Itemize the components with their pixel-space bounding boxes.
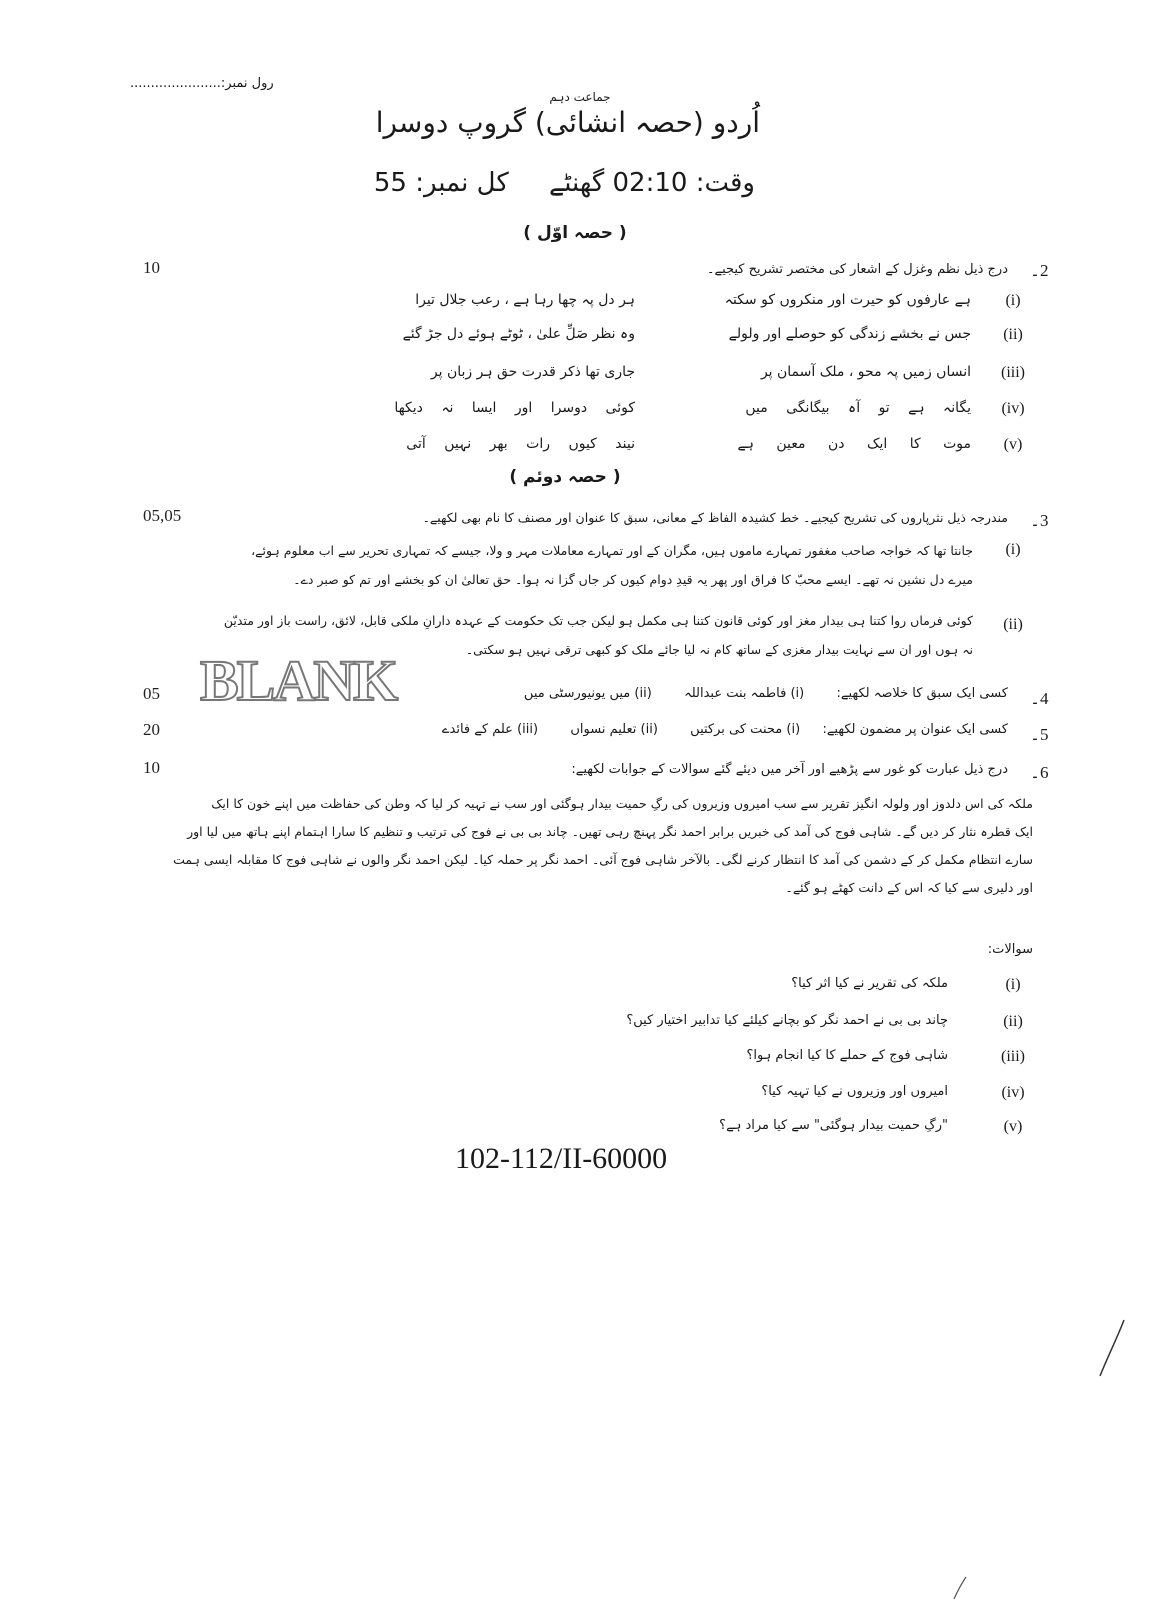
- verse-second-line: وہ نظر صَلِّ علیٰ ، ٹوٹے ہوئے دل جڑ گئے: [402, 326, 635, 342]
- verse-first-line: یگانہ ہے تو آہ بیگانگی میں: [745, 400, 971, 416]
- time-marks-line: [373, 168, 755, 198]
- blank-stamp: BLANK: [200, 648, 397, 713]
- q2-instruction: درج ذیل نظم وغزل کے اشعار کی مختصر تشریح کیجیے۔: [706, 262, 1008, 277]
- verse-first-line: ہے عارفوں کو حیرت اور منکروں کو سکتہ: [724, 292, 971, 308]
- question-label: (v): [1003, 1118, 1023, 1135]
- q5-number: 5۔: [1030, 725, 1049, 744]
- page-title: اُردو (حصہ انشائی) گروپ دوسرا: [375, 106, 760, 139]
- option-text: تعلیم نسواں: [570, 722, 637, 737]
- section-heading-part2: ( حصہ دوئم ): [509, 467, 621, 487]
- time-allowed: وقت: 02:10 گھنٹے: [548, 168, 755, 198]
- roll-number-dots: ......................: [130, 76, 221, 91]
- question-text: ملکہ کی تقریر نے کیا اثر کیا؟: [791, 976, 948, 991]
- option-label: (ii): [640, 722, 658, 737]
- verse-second-line: ہر دل پہ چھا رہا ہے ، رعب جلال تیرا: [415, 292, 635, 308]
- total-marks: کل نمبر: 55: [373, 168, 509, 198]
- q6-number: 6۔: [1030, 763, 1049, 782]
- class-label: جماعت دہم: [549, 90, 611, 104]
- q5-instruction: کسی ایک عنوان پر مضمون لکھیے:: [822, 722, 1008, 737]
- question-text: "رگِ حمیت بیدار ہوگئی" سے کیا مراد ہے؟: [719, 1118, 948, 1133]
- verse-label: (i): [1005, 292, 1021, 309]
- option-text: فاطمہ بنت عبداللہ: [684, 686, 787, 701]
- passage-line: کوئی فرماں روا کتنا ہی بیدار مغز اور کوئی قانون کتنا ہی مکمل ہو لیکن جب تک حکومت کے عہدہ دارانِ ملکی قابل، لائق، راست باز اور متدیّن: [223, 613, 973, 628]
- paper-code: 102-112/II-60000: [455, 1142, 668, 1175]
- question-text: امیروں اور وزیروں نے کیا تہیہ کیا؟: [761, 1084, 948, 1099]
- verse-first-line: موت کا ایک دن معین ہے: [737, 436, 971, 452]
- roll-number-field: [130, 76, 274, 91]
- q6-passage: [163, 790, 1033, 902]
- option-label: (iii): [517, 722, 539, 737]
- option-text: میں یونیورسٹی میں: [523, 686, 631, 701]
- passage-line: اور دلیری سے کیا کہ اس کے دانت کھٹے ہو گئے۔: [785, 880, 1033, 895]
- question-label: (iii): [1001, 1048, 1025, 1065]
- q4-marks: 05: [143, 684, 160, 703]
- passage-line: سارے انتظام مکمل کر کے دشمن کی آمد کا انتظار کرنے لگی۔ بالآخر شاہی فوج آئی۔ احمد نگر پر حملہ کیا۔ لیکن احمد نگر والوں نے شاہی فوج کا مقابلہ ایسی ہمت: [173, 852, 1033, 867]
- option-label: (i): [790, 686, 805, 701]
- q2-number: 2۔: [1030, 261, 1049, 280]
- passage-line: ملکہ کی اس دلدوز اور ولولہ انگیز تقریر سے سب امیروں وزیروں کی رگِ حمیت بیدار ہوگئی اور سب نے تہیہ کر لیا کہ وطن کی حفاظت میں اپنے خون کا ایک: [211, 796, 1033, 811]
- passage-line: میرے دل نشین نہ تھے۔ ایسے محبّ کا فراق اور پھر یہ قیدِ دوام کیوں کر جاں گزا نہ ہوا۔ حق تعالیٰ ان کو بخشے اور تم کو صبر دے۔: [293, 572, 973, 587]
- verse-second-line: نیند کیوں رات بھر نہیں آتی: [406, 436, 635, 452]
- section-heading-part1: ( حصہ اوّل ): [523, 223, 627, 243]
- q3-instruction: مندرجہ ذیل نثرپاروں کی تشریح کیجیے۔ خط کشیدہ الفاظ کے معانی، سبق کا عنوان اور مصنف کا نام بھی لکھیے۔: [422, 510, 1008, 525]
- verse-first-line: جس نے بخشے زندگی کو حوصلے اور ولولے: [728, 326, 971, 342]
- verse-label: (ii): [1003, 326, 1023, 343]
- verse-first-line: انساں زمیں پہ محو ، ملک آسمان پر: [760, 364, 971, 380]
- question-label: (i): [1005, 976, 1021, 993]
- q5-marks: 20: [143, 720, 160, 739]
- q3-passage-1: [173, 536, 973, 594]
- q4-line: [524, 686, 1008, 701]
- verse-label: (v): [1003, 436, 1023, 453]
- q2-marks: 10: [143, 258, 160, 277]
- questions-label: سوالات:: [987, 942, 1033, 957]
- option-text: محنت کی برکتیں: [690, 722, 783, 737]
- q5-line: [442, 722, 1008, 737]
- passage-label: (i): [1005, 541, 1021, 558]
- roll-number-label: رول نمبر:: [220, 76, 274, 91]
- pen-mark-icon: [950, 1575, 970, 1600]
- passage-label: (ii): [1003, 616, 1023, 633]
- verse-label: (iii): [1001, 364, 1025, 381]
- question-label: (iv): [1001, 1084, 1025, 1101]
- verse-second-line: کوئی دوسرا اور ایسا نہ دیکھا: [394, 400, 635, 416]
- verse-second-line: جاری تھا ذکر قدرت حق ہر زبان پر: [430, 364, 635, 380]
- question-text: شاہی فوج کے حملے کا کیا انجام ہوا؟: [746, 1048, 948, 1063]
- q4-instruction: کسی ایک سبق کا خلاصہ لکھیے:: [836, 686, 1008, 701]
- option-label: (ii): [634, 686, 652, 701]
- option-text: علم کے فائدے: [441, 722, 513, 737]
- pen-mark-icon: [1098, 1318, 1128, 1378]
- q3-marks: 05,05: [143, 506, 182, 525]
- passage-line: ایک قطرہ نثار کر دیں گے۔ شاہی فوج کی آمد کی خبریں برابر احمد نگر پہنچ رہی تھیں۔ چاند بی بی نے فوج کی ترتیب و تنظیم کا سارا اہتمام اپنے ہاتھ میں لیا اور: [187, 824, 1033, 839]
- passage-line: نہ ہوں اور ان سے نہایت بیدار مغزی کے ساتھ کام نہ لیا جائے ملک کو کبھی ترقی نہیں ہو سکتی۔: [465, 642, 973, 657]
- q6-instruction: درج ذیل عبارت کو غور سے پڑھیے اور آخر میں دیئے گئے سوالات کے جوابات لکھیے:: [571, 762, 1008, 777]
- question-label: (ii): [1003, 1013, 1023, 1030]
- question-text: چاند بی بی نے احمد نگر کو بچانے کیلئے کیا تدابیر اختیار کیں؟: [626, 1013, 948, 1028]
- passage-line: جانتا تھا کہ خواجہ صاحب مغفور تمہارے ماموں ہیں، مگران کے اور تمہارے معاملات مہر و ولا، جیسے کہ تمہاری تحریر سے اب معلوم ہوئے،: [251, 543, 973, 558]
- q6-marks: 10: [143, 758, 160, 777]
- option-label: (i): [786, 722, 801, 737]
- q4-number: 4۔: [1030, 689, 1049, 708]
- q3-number: 3۔: [1030, 511, 1049, 530]
- verse-label: (iv): [1001, 400, 1025, 417]
